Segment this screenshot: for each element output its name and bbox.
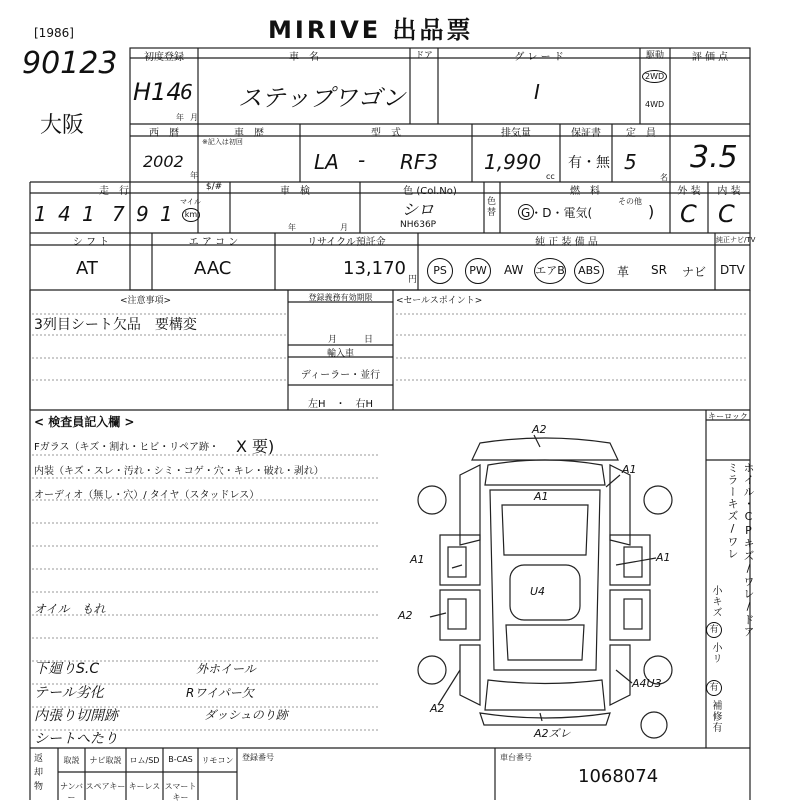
location: 大阪 (40, 113, 85, 138)
note-trim: 内張り切開跡 (34, 708, 118, 724)
equip-aw: AW (504, 263, 524, 277)
damage-label-rear-left: A2 (430, 702, 445, 715)
capacity-unit: 名 (660, 173, 668, 182)
year-unit-2: 年 (190, 171, 198, 180)
footer-item-bcas: B-CAS (168, 755, 193, 764)
type-dash: - (358, 148, 366, 172)
equip-airbag: エアB (534, 258, 566, 284)
key-lock-label: キーロック (708, 412, 748, 421)
sales-point-label: <セールスポイント> (396, 296, 483, 306)
shaken-month-unit: 月 (340, 223, 348, 232)
fuel-label: 燃 料 (570, 186, 600, 197)
capacity-label: 定 員 (626, 128, 656, 139)
caution-value: 3列目シート欠品 要構変 (34, 317, 197, 333)
footer-item-navi-manual: ナビ取説 (89, 756, 122, 765)
type-label: 型 式 (371, 128, 401, 139)
import-hand: 左H ・ 右H (307, 399, 374, 410)
note-underbody: 下廻りS.C (34, 661, 100, 677)
side-vertical-text: ホイル・CPキズ/ワレ/ドアミラーキズ/ワレ (726, 462, 755, 638)
form-code: [1986] (34, 26, 74, 40)
mileage-label: 走 行 (99, 186, 129, 197)
first-reg-month: 6 (180, 80, 193, 104)
note-oil: オイル もれ (34, 602, 106, 616)
mileage-digit-3: 1 (82, 202, 95, 226)
equip-leather: 革 (617, 265, 630, 279)
tv-label: 純正ナビ/TV (716, 236, 756, 244)
color-change-label: 色替 (487, 197, 497, 218)
displacement-value: 1,990 (484, 150, 542, 174)
year-value: 2002 (143, 152, 184, 171)
mileage-digit-6: 1 (160, 202, 173, 226)
damage-label-right-door: A1 (656, 551, 671, 564)
expiry-label: 登録義務有効期限 (308, 293, 373, 302)
ac-label: エ ア コ ン (188, 237, 239, 248)
note-tail: テール劣化 (34, 685, 104, 701)
dent-have: 有 (706, 680, 722, 696)
interior-value: C (718, 200, 735, 228)
damage-label-left-rear: A2 (398, 609, 413, 622)
glass-mark: X 要) (236, 437, 275, 456)
equip-pw: PW (465, 258, 491, 284)
score-label: 評 価 点 (691, 52, 729, 63)
recycle-value: 13,170 (343, 258, 406, 279)
displacement-unit: cc (546, 172, 555, 181)
shaken-year-unit: 年 (288, 223, 296, 232)
footer-item-plate: ナンバー (59, 782, 84, 802)
shift-value: AT (76, 258, 98, 279)
mileage-unit-km: km (182, 208, 200, 222)
footer-item-smart-key: スマートキー (164, 782, 197, 802)
fuel-close: ) (648, 202, 655, 221)
month-unit: 月 (190, 113, 198, 122)
drive-4wd: 4WD (645, 100, 665, 109)
equip-ps: PS (427, 258, 453, 284)
first-reg-era: H14 (133, 78, 182, 106)
lot-number: 90123 (22, 46, 118, 81)
note-seat: シートへたり (34, 731, 118, 747)
equip-navi: ナビ (682, 265, 707, 279)
damage-label-front-right: A1 (622, 463, 637, 476)
equipment-label: 純 正 装 備 品 (535, 237, 598, 248)
form-title: MIRIVE 出品票 (268, 16, 474, 44)
grade-value: I (534, 80, 540, 104)
displacement-label: 排気量 (501, 128, 531, 139)
import-dealer: ディーラー・並行 (300, 370, 381, 381)
type-prefix: LA (314, 150, 339, 174)
note-dash: ダッシュのり跡 (204, 708, 288, 722)
year-unit: 年 (176, 113, 184, 122)
grade-label: グ レ ー ド (514, 52, 564, 63)
door-label: ドア (415, 51, 433, 61)
capacity-value: 5 (624, 150, 637, 174)
warranty-label: 保証書 (571, 128, 601, 139)
color-code: NH636P (400, 220, 437, 230)
mileage-digit-1: 1 (34, 202, 47, 226)
recycle-unit: 円 (408, 275, 418, 285)
registration-label: 登録番号 (242, 753, 274, 762)
damage-label-front: A2 (532, 423, 547, 436)
returned-items-label: 返 却 物 (34, 754, 44, 792)
car-diagram (398, 423, 680, 745)
chassis-value: 1068074 (578, 766, 659, 787)
equip-sr: SR (651, 263, 667, 277)
interior-line: 内装（キズ・スレ・汚れ・シミ・コゲ・穴・キレ・破れ・剥れ） (34, 466, 324, 477)
damage-label-roof: U4 (530, 585, 546, 598)
note-wiper: Rワイパー欠 (186, 686, 254, 700)
glass-line: Fガラス（キズ・割れ・ヒビ・リペア跡・ (34, 442, 220, 453)
drive-2wd: 2WD (642, 70, 667, 83)
meter-label: $/# (205, 182, 223, 192)
shaken-label: 車 検 (280, 186, 310, 197)
damage-label-rear: A2ズレ (534, 727, 571, 740)
damage-label-left-door: A1 (410, 553, 425, 566)
interior-label: 内 装 (717, 186, 741, 197)
small-scratch-label: 小キズ (710, 585, 721, 618)
damage-label-hood: A1 (534, 490, 549, 503)
score-value: 3.5 (690, 140, 738, 175)
color-value: シロ (402, 200, 435, 219)
model-label: 車 名 (289, 52, 319, 63)
footer-item-remote: リモコン (201, 756, 234, 765)
color-label: 色 (Col.No) (403, 186, 457, 197)
model-value: ステップワゴン (238, 84, 406, 112)
expiry-day: 日 (364, 335, 374, 345)
chassis-label: 車台番号 (500, 753, 532, 762)
history-label: 車 歴 (234, 128, 264, 139)
mileage-digit-4: 7 (112, 202, 125, 226)
repair-note: 補修有 (710, 700, 721, 733)
footer-item-spare-key: スペアキー (85, 782, 126, 791)
footer-item-rom: ロム/SD (129, 756, 160, 765)
mileage-digit-5: 9 (136, 202, 149, 226)
equip-dtv: DTV (720, 263, 745, 277)
ac-value: AAC (194, 258, 232, 279)
type-value: RF3 (400, 150, 439, 174)
footer-item-manual: 取説 (63, 756, 80, 765)
small-dent-label: 小リ (710, 642, 721, 664)
equip-abs: ABS (574, 258, 604, 284)
inspector-title: < 検査員記入欄 > (34, 415, 135, 429)
history-note: ※記入は初回 (202, 138, 243, 146)
scratch-have: 有 (706, 622, 722, 638)
fuel-other: その他 (618, 197, 642, 206)
expiry-month: 月 (328, 335, 338, 345)
recycle-label: リサイクル預託金 (307, 237, 386, 248)
exterior-value: C (680, 200, 697, 228)
fuel-options: G・D・電気( (521, 206, 593, 220)
damage-label-rear-right: A4U3 (632, 677, 662, 690)
mileage-digit-2: 4 (58, 202, 71, 226)
drive-label: 駆動 (645, 51, 664, 61)
shift-label: シ フ ト (72, 237, 110, 248)
exterior-label: 外 装 (677, 186, 701, 197)
year-label: 西 暦 (149, 128, 179, 139)
first-reg-label: 初度登録 (144, 52, 184, 63)
import-label: 輸入車 (326, 349, 354, 359)
note-wheel: 外ホイール (196, 662, 256, 676)
caution-label: <注意事項> (120, 296, 172, 306)
warranty-value: 有・無 (568, 155, 610, 171)
mileage-unit-mile: マイル (180, 198, 201, 206)
audio-line: オーディオ（無し・穴）/ タイヤ（スタッドレス） (34, 490, 260, 501)
footer-item-keyless: キーレス (128, 782, 161, 791)
